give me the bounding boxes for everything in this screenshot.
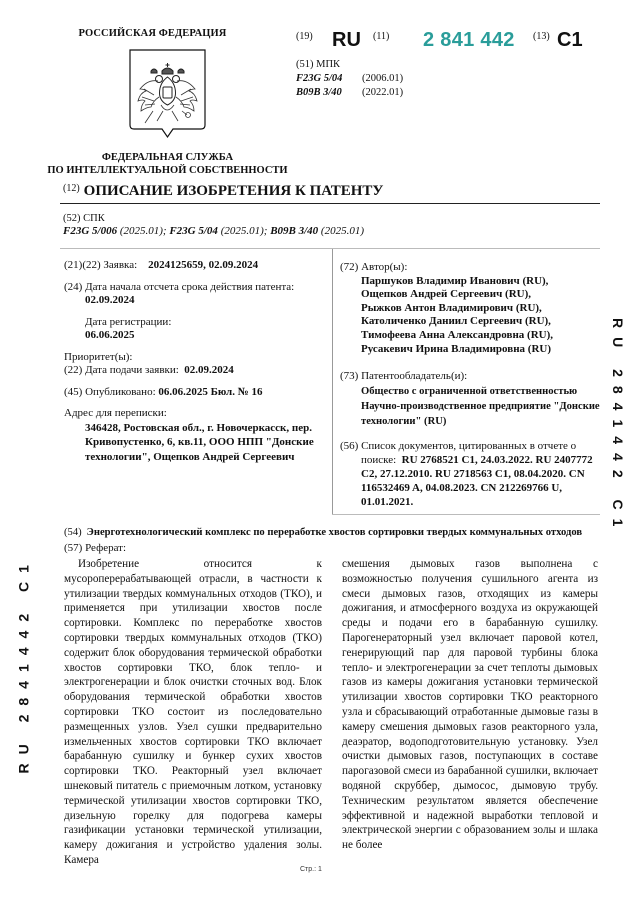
- spk-class-code: F23G 5/04: [169, 225, 218, 237]
- authors-label: (72) Автор(ы):: [340, 261, 408, 273]
- citations-field: [340, 439, 600, 509]
- authors-field: [340, 261, 600, 356]
- abstract-left-column: [64, 557, 322, 868]
- inid-code-19: (19): [296, 31, 313, 42]
- filing-value: 02.09.2024: [184, 364, 234, 376]
- citations-label: (56) Список документов, цитированных в отчете о поиске:: [340, 439, 577, 466]
- kind-code: C1: [557, 29, 583, 51]
- page-number: Стр.: 1: [300, 866, 322, 873]
- term-start-label: (24) Дата начала отсчета срока действия патента:: [64, 280, 295, 293]
- side-patent-number-left: RU 2841442 C1: [15, 556, 32, 774]
- column-divider: [332, 249, 333, 515]
- side-label-right: [603, 320, 633, 560]
- bibliographic-right-column: [340, 261, 600, 517]
- inid-code-54: (54): [64, 527, 82, 538]
- side-label-left: [8, 520, 38, 775]
- invention-title-text: Энерготехнологический комплекс по переработке хвостов сортировки твердых коммунальных отходов: [86, 527, 583, 538]
- inid-code-12: (12): [63, 183, 80, 194]
- registration-value: 06.06.2025: [85, 329, 135, 341]
- registration-label: Дата регистрации:: [85, 315, 172, 328]
- abstract-left-text: Изобретение относится к мусороперерабатывающей отрасли, в частности к утилизации твердых коммунальных отходов (ТКО), и применяется при утилизации хвостов после сортировки. Комплекс по переработке хвостов сортировки твердых коммунальных отходов (ТКО) содержит блок оборудования термической обработки хвостов сортировки ТКО, блок тепло- и электрогенерации и блок очистки сточных вод. Блок оборудования термической обработки хвостов сортировки ТКО состоит из последовательно размещенных узлов. Узел сушки предварительно измельченных хвостов сортировки ТКО включает барабанную сушилку и бункер сухих хвостов сортировки ТКО. Реакторный узел включает шнековый питатель с приемочным лотком, установку термической утилизации хвостов сортировки ТКО, дизельную горелку для подогрева камеры газификации установки термической утилизации, камеру дожигания и устройство удаления золы. Камера: [64, 558, 322, 866]
- invention-title: [64, 527, 582, 538]
- published-value: 06.06.2025 Бюл. № 16: [158, 385, 263, 398]
- inid-code-13: (13): [533, 31, 550, 42]
- patent-number: 2 841 442: [423, 29, 515, 51]
- citations-value: RU 2768521 C1, 24.03.2022. RU 2407772 C2, 27.12.2010. RU 2718563 C1, 08.04.2020. CN 116532469 A, 04.08.2023. CN 212269766 U, 01.01.2021.: [361, 453, 593, 508]
- agency-name: [40, 151, 295, 177]
- abstract-right-column: [342, 557, 598, 853]
- side-patent-number-right: RU 2841442 C1: [610, 318, 626, 536]
- spk-label: (52) СПК: [63, 213, 105, 224]
- author-name: Католиченко Даниил Сергеевич (RU),: [361, 315, 551, 328]
- author-name: Ощепков Андрей Сергеевич (RU),: [361, 288, 531, 301]
- application-label: (21)(22) Заявка:: [64, 259, 138, 271]
- agency-line-1: ФЕДЕРАЛЬНАЯ СЛУЖБА: [101, 152, 234, 163]
- owner-value: Общество с ограниченной ответственностью Научно-производственное предприятие "Донские технологии" (RU): [361, 385, 600, 427]
- mpk-label: (51) МПК: [296, 59, 341, 70]
- spk-class-code: F23G 5/006: [63, 225, 118, 237]
- mpk-class-code: F23G 5/04: [296, 73, 343, 84]
- spk-classes: F23G 5/006 (2025.01); F23G 5/04 (2025.01); B09B 3/40 (2025.01): [63, 225, 364, 237]
- title-divider: [60, 203, 600, 204]
- country-name: РОССИЙСКАЯ ФЕДЕРАЦИЯ: [78, 28, 227, 39]
- document-title: [63, 183, 383, 200]
- owner-label: (73) Патентообладатель(и):: [340, 370, 468, 383]
- author-name: Тимофеева Анна Александровна (RU),: [361, 328, 554, 341]
- author-name: Русакевич Ирина Владимировна (RU): [361, 342, 552, 355]
- priority-label: Приоритет(ы):: [64, 350, 133, 363]
- priority-field: [64, 351, 329, 378]
- mpk-classification: [296, 58, 403, 100]
- spk-class-code: B09B 3/40: [270, 225, 319, 237]
- registration-field: [64, 316, 329, 343]
- published-label: (45) Опубликовано:: [64, 385, 156, 398]
- term-start-value: 02.09.2024: [85, 294, 135, 306]
- abstract-label: (57) Реферат:: [64, 542, 127, 554]
- russian-coat-of-arms-icon: [129, 49, 206, 139]
- citations-text: [340, 439, 600, 509]
- mpk-class-row: [296, 72, 403, 86]
- mpk-class-version: (2022.01): [362, 87, 404, 98]
- mpk-class-code: B09B 3/40: [296, 87, 342, 98]
- abstract-right-text: смешения дымовых газов выполнена с возможностью получения сушильного агента из смеси дымовых газов, отходящих из камеры дожигания, и атмосферного воздуха из окружающей среды и подачи его в барабанную сушилку. Парогенераторный узел включает паровой котел, генерирующий пар для паровой турбины блока тепло- и электрогенерации за счет теплоты дымовых газов из камеры дожигания установки термической утилизации хвостов сортировки ТКО реакторного узла и сбрасывающий отработанные дымовые газы в камеру смешения дымовых газов реакторного узла, деаэратор, водоподготовительную установку. Узел очистки дымовых газов, поступающих в составе парогазовой смеси из барабанной сушилки, включает водяной скруббер, дымосос, дымовую трубу. Техническим результатом является обеспечение эффективной и надежной выработки тепловой и электрической энергии с образованием золы и шлака не более: [342, 558, 598, 852]
- author-name: Паршуков Владимир Иванович (RU),: [361, 274, 549, 287]
- bibliographic-left-column: [64, 259, 329, 472]
- agency-line-2: ПО ИНТЕЛЛЕКТУАЛЬНОЙ СОБСТВЕННОСТИ: [47, 165, 288, 176]
- country-code: RU: [332, 29, 361, 51]
- spk-divider: [60, 248, 600, 249]
- address-field: [64, 407, 329, 464]
- filing-row: [64, 364, 329, 378]
- author-name: Рыжков Антон Владимирович (RU),: [361, 301, 542, 314]
- spk-classification: [63, 212, 364, 238]
- application-field: [64, 259, 329, 273]
- document-title-text: ОПИСАНИЕ ИЗОБРЕТЕНИЯ К ПАТЕНТУ: [83, 183, 384, 199]
- filing-label: (22) Дата подачи заявки:: [64, 364, 179, 376]
- address-value: 346428, Ростовская обл., г. Новочеркасск, пер. Кривопустенко, 6, кв.11, ООО НПП "Донские технологии", Ощепков Андрей Сергеевич: [85, 421, 314, 463]
- owner-field: [340, 370, 600, 429]
- mpk-class-row: [296, 86, 403, 100]
- inid-code-11: (11): [373, 31, 390, 42]
- application-value: 2024125659, 02.09.2024: [148, 259, 259, 271]
- term-start-field: [64, 281, 329, 308]
- mpk-class-version: (2006.01): [362, 73, 404, 84]
- published-field: [64, 386, 329, 400]
- address-label: Адрес для переписки:: [64, 407, 167, 419]
